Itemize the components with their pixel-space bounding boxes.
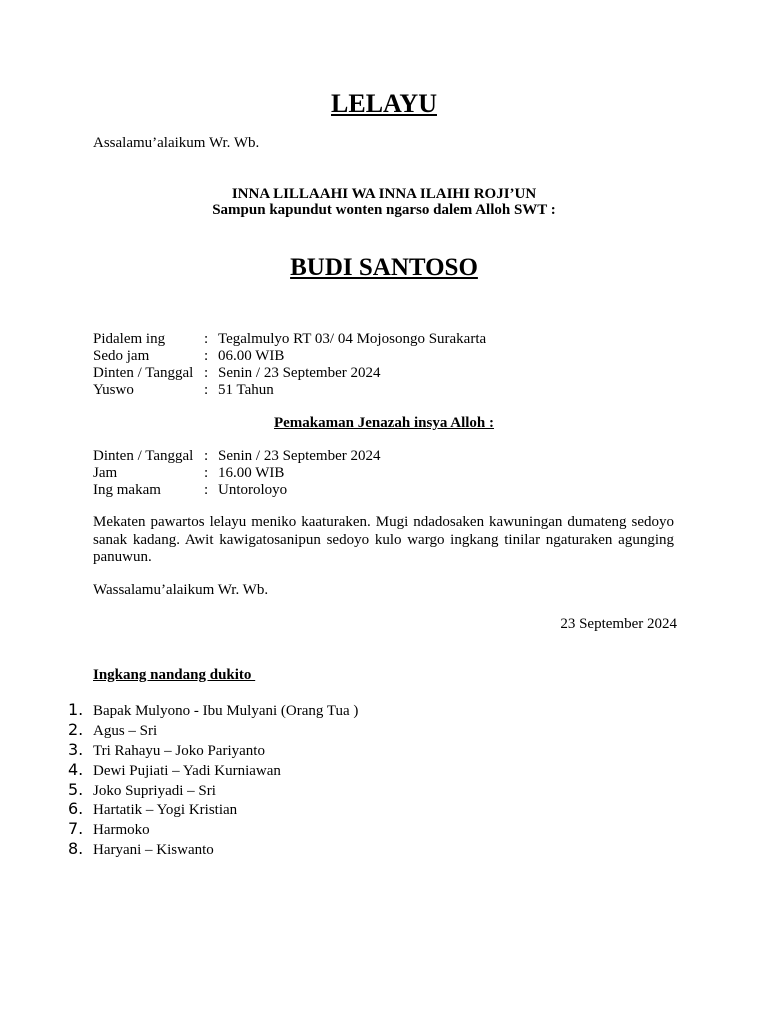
mourner-name: Tri Rahayu – Joko Pariyanto [93, 742, 265, 759]
list-number: 6. [68, 799, 84, 819]
burial-label: Jam [93, 465, 118, 481]
mourner-name: Joko Supriyadi – Sri [93, 782, 216, 799]
inna-line-1: INNA LILLAAHI WA INNA ILAIHI ROJI’UN [231, 186, 537, 202]
detail-value: Tegalmulyo RT 03/ 04 Mojosongo Surakarta [218, 331, 487, 347]
mourner-name: Agus – Sri [93, 722, 158, 739]
detail-value: 06.00 WIB [218, 348, 285, 364]
announcement-paragraph: Mekaten pawartos lelayu meniko kaaturaken. Mugi ndadosaken kawuningan dumateng sedoyo sanak kadang. Awit kawigatosanipun sedoyo kulo wargo ingkang tinilar ngaturaken agunging panuwun. [93, 514, 674, 565]
page-title: LELAYU [331, 89, 437, 118]
list-number: 2. [68, 719, 84, 739]
list-item [68, 780, 358, 800]
mourners-list [68, 700, 358, 859]
list-number: 3. [68, 739, 84, 759]
mourner-name: Harmoko [93, 822, 150, 839]
mourner-name: Dewi Pujiati – Yadi Kurniawan [93, 762, 281, 779]
burial-label: Ing makam [93, 482, 161, 498]
burial-label: Dinten / Tanggal [93, 448, 194, 464]
detail-label: Yuswo [93, 382, 134, 398]
detail-row [93, 382, 486, 399]
list-item [68, 700, 358, 720]
list-item [68, 799, 358, 819]
list-item [68, 720, 358, 740]
burial-row [93, 465, 380, 482]
detail-value: Senin / 23 September 2024 [218, 365, 381, 381]
burial-row [93, 448, 380, 465]
inna-block [0, 186, 768, 218]
list-number: 1. [68, 700, 84, 719]
document-date: 23 September 2024 [560, 616, 677, 632]
burial-heading: Pemakaman Jenazah insya Alloh : [273, 415, 495, 431]
burial-separator: : [204, 465, 209, 481]
detail-value: 51 Tahun [218, 382, 274, 398]
burial-separator: : [204, 448, 209, 464]
detail-separator: : [204, 365, 209, 381]
detail-label: Pidalem ing [93, 331, 166, 347]
list-item [68, 839, 358, 859]
closing-greeting: Wassalamu’alaikum Wr. Wb. [93, 582, 269, 598]
mourners-heading: Ingkang nandang dukito [93, 667, 256, 683]
deceased-name: BUDI SANTOSO [290, 254, 478, 281]
burial-separator: : [204, 482, 209, 498]
burial-value: Senin / 23 September 2024 [218, 448, 381, 464]
detail-row [93, 348, 486, 365]
list-number: 7. [68, 819, 84, 839]
detail-row [93, 331, 486, 348]
detail-separator: : [204, 331, 209, 347]
list-item [68, 740, 358, 760]
list-number: 8. [68, 839, 84, 859]
mourner-name: Bapak Mulyono - Ibu Mulyani (Orang Tua ) [93, 703, 359, 719]
list-item [68, 760, 358, 780]
burial-value: 16.00 WIB [218, 465, 285, 481]
mourner-name: Haryani – Kiswanto [93, 842, 214, 859]
list-number: 5. [68, 779, 84, 799]
burial-value: Untoroloyo [218, 482, 288, 498]
list-number: 4. [68, 759, 84, 779]
death-details [93, 331, 486, 399]
greeting: Assalamu’alaikum Wr. Wb. [93, 135, 260, 151]
detail-label: Sedo jam [93, 348, 150, 364]
detail-label: Dinten / Tanggal [93, 365, 194, 381]
list-item [68, 819, 358, 839]
burial-row [93, 482, 380, 499]
mourner-name: Hartatik – Yogi Kristian [93, 802, 238, 819]
detail-row [93, 365, 486, 382]
burial-details [93, 448, 380, 499]
detail-separator: : [204, 348, 209, 364]
detail-separator: : [204, 382, 209, 398]
inna-line-2: Sampun kapundut wonten ngarso dalem Alloh SWT : [212, 202, 556, 218]
